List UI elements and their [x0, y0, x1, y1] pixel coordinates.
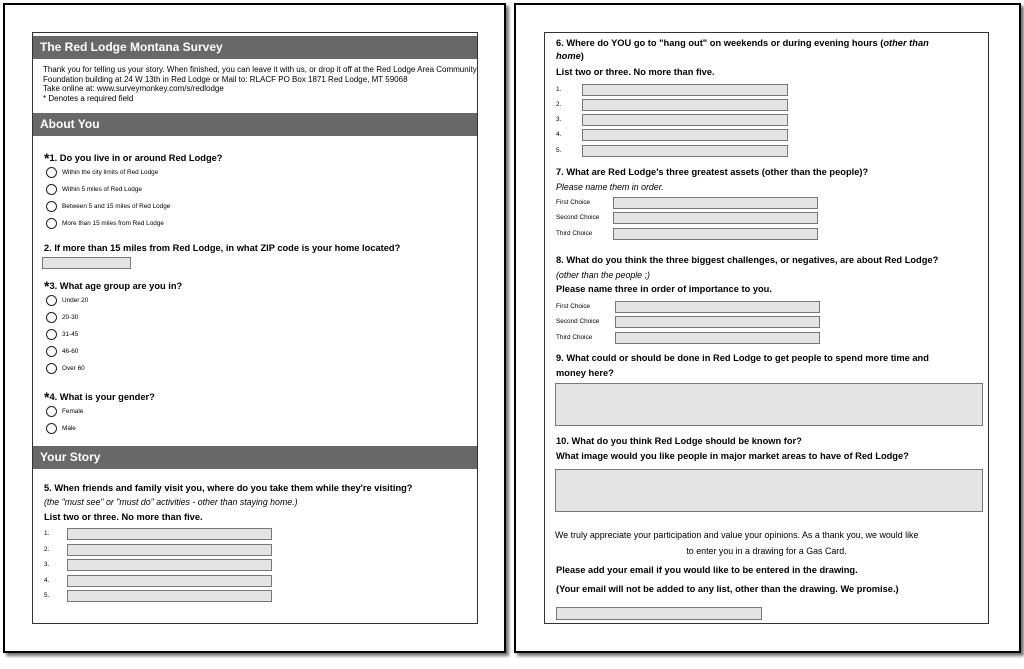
option-label: Female	[62, 408, 84, 415]
question-7-note: Please name them in order.	[556, 182, 664, 192]
choice-label: First Choice	[556, 199, 591, 206]
question-8: 8. What do you think the three biggest challenges, or negatives, are about Red Lodge?	[556, 255, 939, 265]
asset-third-input[interactable]	[613, 228, 818, 240]
section-heading-about: About You	[33, 113, 477, 136]
choice-label: Second Choice	[556, 318, 600, 325]
item-number: 2.	[556, 101, 562, 108]
hangout-input-5[interactable]	[582, 145, 788, 157]
page-1-frame	[32, 32, 478, 624]
asset-first-input[interactable]	[613, 197, 818, 209]
option-label: Between 5 and 15 miles of Red Lodge	[62, 203, 171, 210]
question-text: 4. What is your gender?	[49, 392, 155, 402]
activity-input-5[interactable]	[67, 590, 272, 602]
section-heading-story: Your Story	[33, 446, 477, 469]
radio-within-5-miles[interactable]	[46, 184, 57, 195]
option-label: 20-30	[62, 314, 79, 321]
email-prompt: Please add your email if you would like to be entered in the drawing.	[556, 565, 858, 575]
question-6-instruction: List two or three. No more than five.	[556, 67, 715, 77]
page-2-frame	[544, 32, 989, 624]
thanks-line-1: We truly appreciate your participation and value your opinions. As a thank you, we would like	[555, 530, 919, 540]
item-number: 3.	[556, 116, 562, 123]
required-marker: *	[44, 150, 50, 166]
question-4	[44, 387, 155, 403]
hangout-input-3[interactable]	[582, 114, 788, 126]
question-6	[556, 38, 929, 48]
item-number: 2.	[44, 546, 50, 553]
hangout-input-2[interactable]	[582, 99, 788, 111]
intro-line: Foundation building at 24 W 13th in Red Lodge or Mail to: RLACF PO Box 1871 Red Lodge, MT 59068	[43, 74, 408, 84]
radio-20-30[interactable]	[46, 312, 57, 323]
survey-page-1	[3, 3, 506, 653]
thanks-line-2: to enter you in a drawing for a Gas Card.	[686, 546, 847, 556]
item-number: 4.	[556, 131, 562, 138]
question-text-italic: home	[556, 51, 581, 61]
item-number: 4.	[44, 577, 50, 584]
intro-line: * Denotes a required field	[43, 93, 134, 103]
question-3	[44, 276, 182, 292]
challenge-third-input[interactable]	[615, 332, 820, 344]
question-text: 6. Where do YOU go to "hang out" on weekends or during evening hours (	[556, 38, 884, 48]
item-number: 1.	[556, 86, 562, 93]
required-marker: *	[44, 278, 50, 294]
radio-within-city[interactable]	[46, 167, 57, 178]
question-9-line-1: 9. What could or should be done in Red Lodge to get people to spend more time and	[556, 353, 929, 363]
asset-second-input[interactable]	[613, 212, 818, 224]
question-2: 2. If more than 15 miles from Red Lodge, in what ZIP code is your home located?	[44, 243, 401, 253]
question-text: 3. What age group are you in?	[49, 281, 183, 291]
activity-input-1[interactable]	[67, 528, 272, 540]
question-5: 5. When friends and family visit you, where do you take them while they're visiting?	[44, 483, 413, 493]
spend-more-textarea[interactable]	[555, 383, 983, 426]
option-label: Over 60	[62, 365, 85, 372]
option-label: Within 5 miles of Red Lodge	[62, 186, 142, 193]
challenge-first-input[interactable]	[615, 301, 820, 313]
survey-title: The Red Lodge Montana Survey	[33, 36, 477, 59]
choice-label: Third Choice	[556, 230, 593, 237]
survey-page-2	[514, 3, 1021, 653]
item-number: 3.	[44, 561, 50, 568]
hangout-input-1[interactable]	[582, 84, 788, 96]
question-8-note: (other than the people ;)	[556, 270, 650, 280]
email-promise: (Your email will not be added to any list, other than the drawing. We promise.)	[556, 584, 899, 594]
radio-31-45[interactable]	[46, 329, 57, 340]
question-8-instruction: Please name three in order of importance to you.	[556, 284, 772, 294]
item-number: 1.	[44, 530, 50, 537]
question-text-italic: other than	[883, 38, 929, 48]
choice-label: Second Choice	[556, 214, 600, 221]
known-for-textarea[interactable]	[555, 469, 983, 512]
hangout-input-4[interactable]	[582, 129, 788, 141]
question-6-line-2	[556, 51, 584, 61]
zip-code-input[interactable]	[42, 257, 131, 269]
question-7: 7. What are Red Lodge's three greatest assets (other than the people)?	[556, 167, 869, 177]
radio-male[interactable]	[46, 423, 57, 434]
activity-input-4[interactable]	[67, 575, 272, 587]
question-text: )	[580, 51, 584, 61]
item-number: 5.	[44, 592, 50, 599]
radio-5-to-15-miles[interactable]	[46, 201, 57, 212]
question-9-line-2: money here?	[556, 368, 614, 378]
intro-text	[43, 65, 477, 103]
question-text: 1. Do you live in or around Red Lodge?	[49, 153, 223, 163]
question-10-line-1: 10. What do you think Red Lodge should be known for?	[556, 436, 802, 446]
option-label: Within the city limits of Red Lodge	[62, 169, 159, 176]
required-marker: *	[44, 389, 50, 405]
option-label: More than 15 miles from Red Lodge	[62, 220, 164, 227]
option-label: Under 20	[62, 297, 89, 304]
question-1	[44, 148, 223, 164]
activity-input-2[interactable]	[67, 544, 272, 556]
item-number: 5.	[556, 147, 562, 154]
option-label: 46-60	[62, 348, 79, 355]
radio-over-60[interactable]	[46, 363, 57, 374]
intro-line: Take online at: www.surveymonkey.com/s/redlodge	[43, 84, 224, 93]
question-5-note: (the "must see" or "must do" activities - other than staying home.)	[44, 497, 298, 507]
challenge-second-input[interactable]	[615, 316, 820, 328]
intro-line: Thank you for telling us your story. When finished, you can leave it with us, or drop it off at the Red Lodge Area Community	[43, 65, 477, 74]
option-label: 31-45	[62, 331, 79, 338]
question-5-instruction: List two or three. No more than five.	[44, 512, 203, 522]
radio-46-60[interactable]	[46, 346, 57, 357]
question-10-line-2: What image would you like people in major market areas to have of Red Lodge?	[556, 451, 909, 461]
choice-label: Third Choice	[556, 334, 593, 341]
option-label: Male	[62, 425, 76, 432]
choice-label: First Choice	[556, 303, 591, 310]
activity-input-3[interactable]	[67, 559, 272, 571]
email-input[interactable]	[556, 607, 762, 620]
radio-female[interactable]	[46, 406, 57, 417]
radio-more-than-15-miles[interactable]	[46, 218, 57, 229]
radio-under-20[interactable]	[46, 295, 57, 306]
